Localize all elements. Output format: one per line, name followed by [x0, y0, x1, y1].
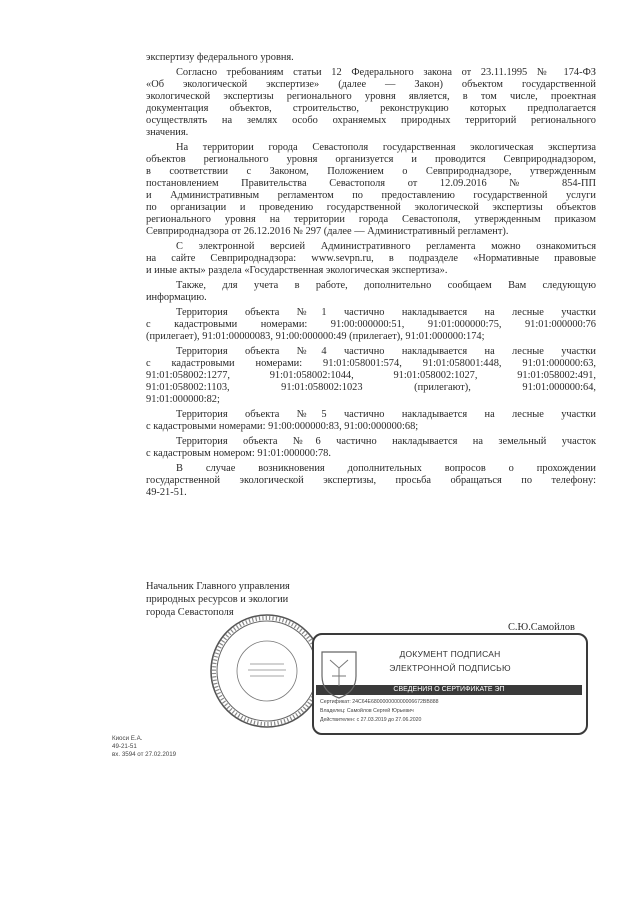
body-line: и Административным регламентом по предоставлению государственной услуги — [146, 190, 596, 201]
body-line: 91:01:058002:1277, 91:01:058002:1044, 91:01:058002:1027, 91:01:058002:491, — [146, 370, 596, 381]
body-line: регионального уровня на территории города Севастополя, утвержденным приказом — [146, 214, 596, 225]
body-line: объектов регионального уровня организуется и проводится Севприроднадзором, — [146, 154, 596, 165]
body-line: Севприроднадзора от 26.12.2016 № 297 (далее — Административный регламент). — [146, 226, 509, 237]
body-line: Согласно требованиям статьи 12 Федерального закона от 23.11.1995 № 174-ФЗ — [176, 67, 596, 78]
body-line: Территория объекта №1 частично накладывается на лесные участки — [176, 307, 596, 318]
ecp-certificate-validity: Действителен: с 27.03.2019 до 27.06.2020 — [320, 717, 422, 723]
ecp-certificate-header: СВЕДЕНИЯ О СЕРТИФИКАТЕ ЭП — [316, 685, 582, 695]
body-line: 49-21-51. — [146, 487, 187, 498]
coat-of-arms-icon — [316, 646, 362, 702]
body-line: постановлением Правительства Севастополя от 12.09.2016 № 854-ПП — [146, 178, 596, 189]
body-line: документация объектов, строительство, реконструкцию которых предполагается — [146, 103, 596, 114]
body-line: и иные акты» раздела «Государственная экологическая экспертиза». — [146, 265, 448, 276]
body-line: значения. — [146, 127, 189, 138]
executor-phone: 49-21-51 — [112, 743, 137, 750]
body-line: «Об экологической экспертизе» (далее — Закон) объектом государственной — [146, 79, 596, 90]
body-line: На территории города Севастополя государственная экологическая экспертиза — [176, 142, 596, 153]
body-line: осуществлять на землях особо охраняемых природных территорий регионального — [146, 115, 596, 126]
body-line: информацию. — [146, 292, 207, 303]
body-line: экологической экспертизы регионального уровня является, в том числе, проектная — [146, 91, 596, 102]
body-line: С электронной версией Административного регламента можно ознакомиться — [176, 241, 596, 252]
body-line: 91:01:000000:82; — [146, 394, 220, 405]
body-line: с кадастровыми номерами: 91:00:000000:51, 91:01:000000:75, 91:01:000000:76 — [146, 319, 596, 330]
body-line: государственной экологической экспертизы, просьба обращаться по телефону: — [146, 475, 596, 486]
body-line: в соответствии с Законом, Положением о Севприроднадзоре, утвержденным — [146, 166, 596, 177]
body-line: В случае возникновения дополнительных вопросов о прохождении — [176, 463, 596, 474]
body-line: по организации и проведению государственной экологической экспертизы объектов — [146, 202, 596, 213]
ecp-certificate-owner: Владелец: Самойлов Сергей Юрьевич — [320, 708, 414, 714]
official-seal-icon — [208, 612, 326, 730]
body-line: экспертизу федерального уровня. — [146, 52, 294, 63]
body-line: Территория объекта №5 частично накладывается на лесные участки — [176, 409, 596, 420]
body-line: (прилегает), 91:01:00000083, 91:00:000000:49 (прилегает), 91:01:000000:174; — [146, 331, 485, 342]
body-line: с кадастровыми номерами: 91:01:058001:574, 91:01:058001:448, 91:01:000000:63, — [146, 358, 596, 369]
signatory-position-line: Начальник Главного управления — [146, 581, 290, 592]
signatory-position-line: природных ресурсов и экологии — [146, 594, 289, 605]
body-line: Территория объекта №4 частично накладывается на лесные участки — [176, 346, 596, 357]
executor-name: Киоси Е.А. — [112, 735, 143, 742]
body-line: Также, для учета в работе, дополнительно сообщаем Вам следующую — [176, 280, 596, 291]
ecp-certificate-number: Сертификат: 24С64Е680000000000006672ВВ888 — [320, 699, 439, 705]
incoming-number: вх. 3594 от 27.02.2019 — [112, 751, 177, 758]
signatory-name: С.Ю.Самойлов — [508, 622, 575, 633]
body-line: с кадастровыми номерами: 91:00:000000:83, 91:00:000000:68; — [146, 421, 419, 432]
ecp-title-line1: ДОКУМЕНТ ПОДПИСАН — [399, 649, 501, 659]
body-line: 91:01:058002:1103, 91:01:058002:1023 (прилегают), 91:01:000000:64, — [146, 382, 596, 393]
executor-info — [112, 735, 176, 759]
signatory-position-line: города Севастополя — [146, 607, 234, 618]
body-line: с кадастровым номером: 91:01:000000:78. — [146, 448, 331, 459]
body-line: на сайте Севприроднадзора: www.sevpn.ru, в подразделе «Нормативные правовые — [146, 253, 596, 264]
ecp-title-line2: ЭЛЕКТРОННОЙ ПОДПИСЬЮ — [389, 663, 511, 673]
body-line: Территория объекта №6 частично накладывается на земельный участок — [176, 436, 596, 447]
